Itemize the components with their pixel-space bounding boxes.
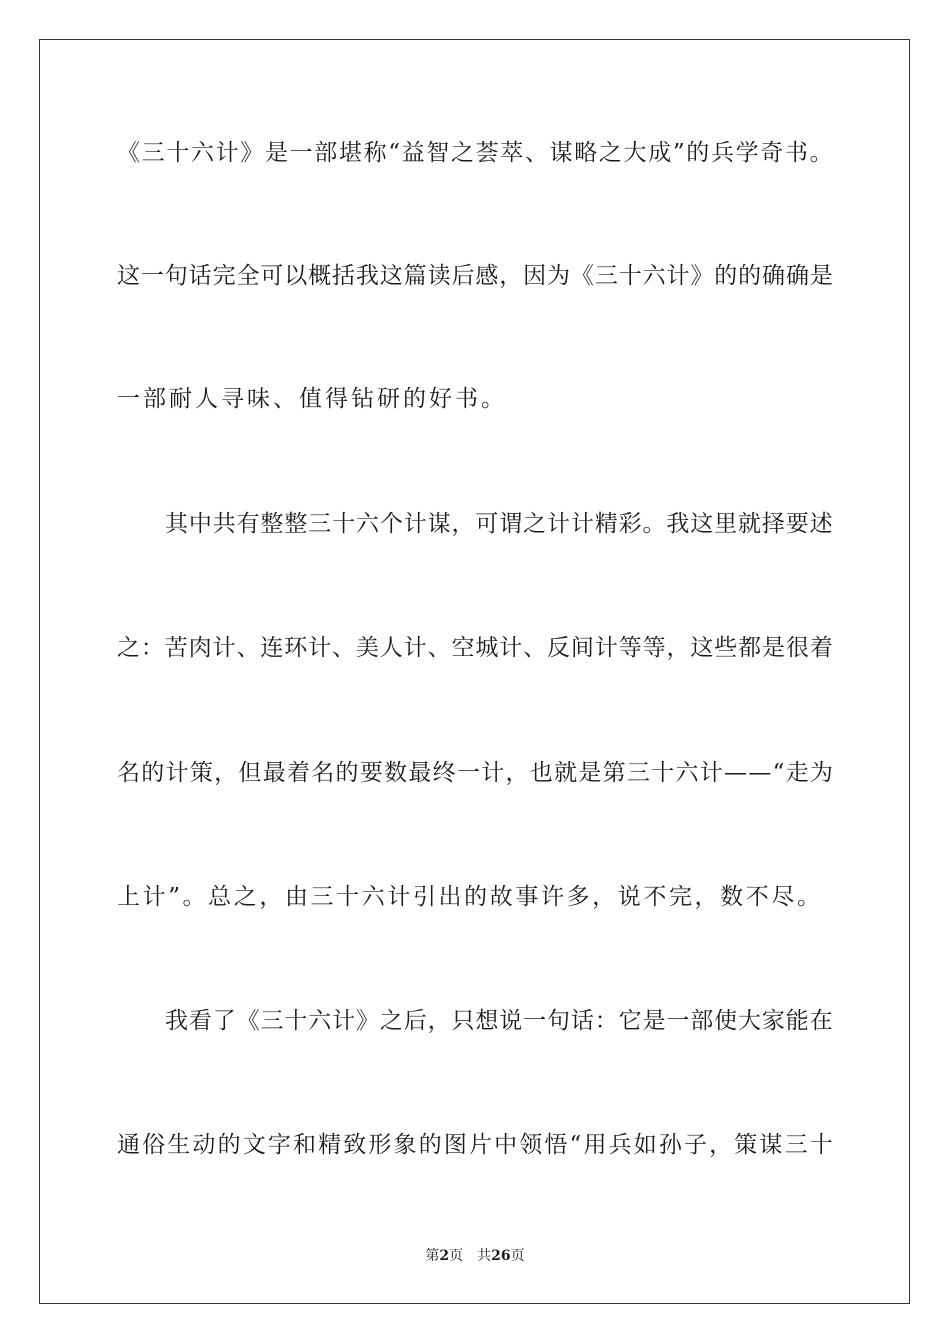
text-line: 上计”。总之，由三十六计引出的故事许多，说不完，数不尽。 xyxy=(117,884,823,910)
text-line: 《 三 十 六 计 》 是 一 部 堪 称 “ 益 智 之 荟 萃 、 谋 略 之 大 成 ” 的 兵 学 奇 书 。 xyxy=(117,140,833,166)
text-line: 这 一 句 话 完 全 可 以 概 括 我 这 篇 读 后 感 ， 因 为 《 三 十 六 计 》 的 的 确 确 是 xyxy=(117,263,833,289)
current-page-number: 2 xyxy=(439,1248,450,1264)
text-line: 一部耐人寻味、值得钻研的好书。 xyxy=(117,386,507,412)
text-line: 通 俗 生 动 的 文 字 和 精 致 形 象 的 图 片 中 领 悟 “ 用 兵 如 孙 子 ， 策 谋 三 十 xyxy=(117,1132,833,1158)
page-footer: 第2页 共26页 xyxy=(425,1248,525,1264)
text-line: 名 的 计 策 ， 但 最 着 名 的 要 数 最 终 一 计 ， 也 就 是 第 三 十 六 计 — — “ 走 为 xyxy=(117,760,833,786)
text-line: 之 ： 苦 肉 计 、 连 环 计 、 美 人 计 、 空 城 计 、 反 间 计 等 等 ， 这 些 都 是 很 着 xyxy=(117,635,833,661)
page-border xyxy=(39,39,910,1304)
total-pages-number: 26 xyxy=(491,1248,511,1264)
paragraph-first-line: 其 中 共 有 整 整 三 十 六 个 计 谋 ， 可 谓 之 计 计 精 彩 。 我 这 里 就 择 要 述 xyxy=(165,511,833,537)
paragraph-first-line: 我 看 了 《 三 十 六 计 》 之 后 ， 只 想 说 一 句 话 ： 它 是 一 部 使 大 家 能 在 xyxy=(165,1008,833,1034)
